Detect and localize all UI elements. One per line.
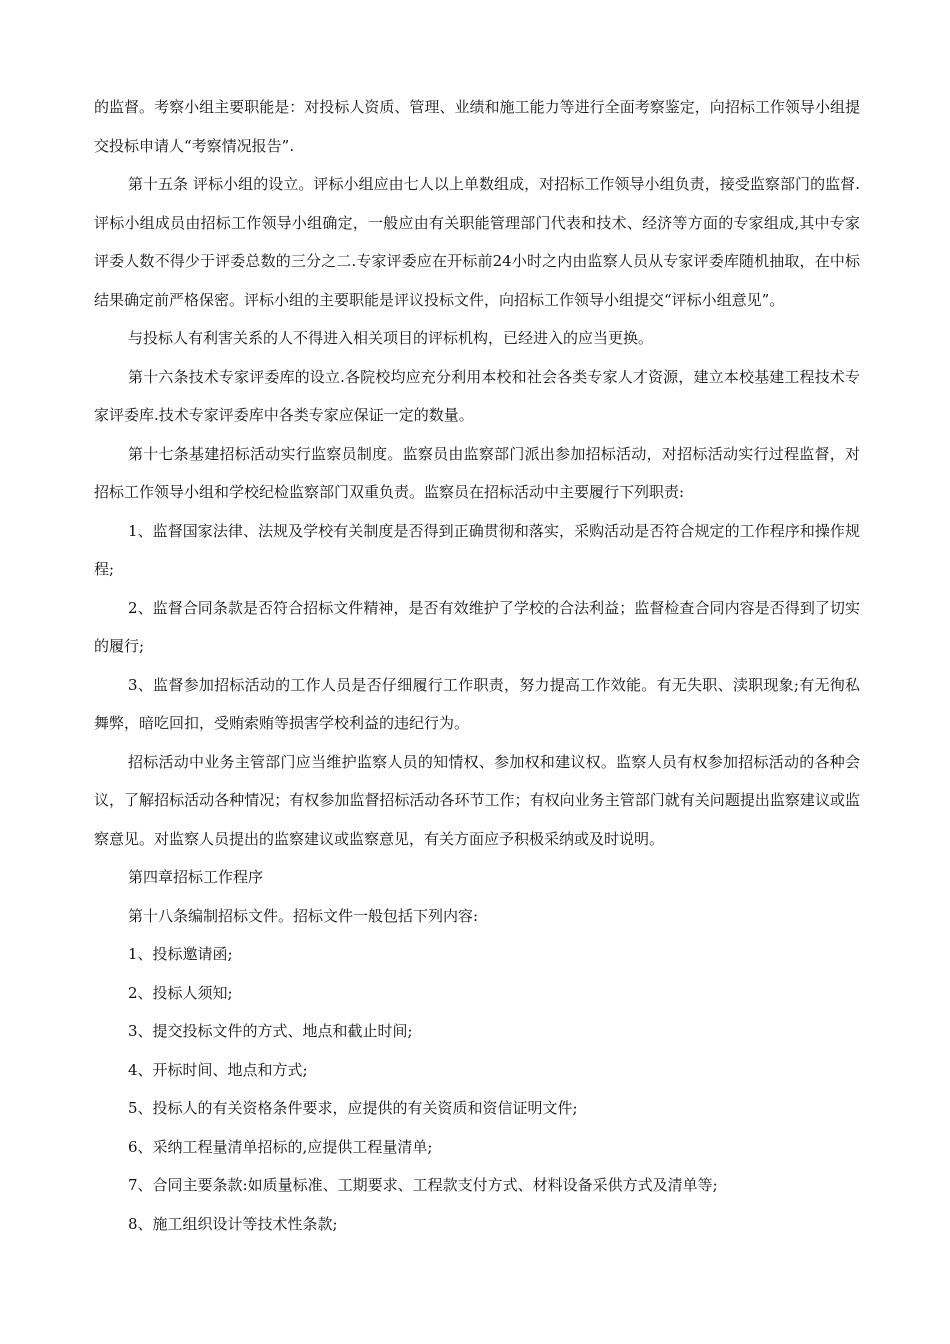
paragraph-article-16: 第十六条技术专家评委库的设立.各院校均应充分利用本校和社会各类专家人才资源，建立本校基建工程技术专家评委库.技术专家评委库中各类专家应保证一定的数量。 (94, 367, 860, 424)
document-body (94, 88, 860, 1243)
chapter-heading: 第四章招标工作程序 (128, 868, 264, 886)
paragraph-article-18: 第十八条编制招标文件。招标文件一般包括下列内容: (128, 906, 479, 925)
paragraph-article-17: 第十七条基建招标活动实行监察员制度。监察员由监察部门派出参加招标活动，对招标活动实行过程监督，对招标工作领导小组和学校纪检监察部门双重负责。监察员在招标活动中主要履行下列职责: (94, 444, 860, 501)
list-item: 5、投标人的有关资格条件要求，应提供的有关资质和资信证明文件; (128, 1099, 578, 1117)
paragraph: 的监督。考察小组主要职能是：对投标人资质、管理、业绩和施工能力等进行全面考察鉴定，向招标工作领导小组提交投标申请人“考察情况报告”. (94, 98, 860, 155)
list-item: 3、提交投标文件的方式、地点和截止时间; (128, 1022, 413, 1040)
paragraph: 与投标人有利害关系的人不得进入相关项目的评标机构，已经进入的应当更换。 (128, 329, 654, 347)
list-item: 1、投标邀请函; (128, 945, 233, 963)
paragraph: 招标活动中业务主管部门应当维护监察人员的知情权、参加权和建议权。监察人员有权参加招标活动的各种会议，了解招标活动各种情况；有权参加监督招标活动各环节工作；有权向业务主管部门就有关问题提出监察建议或监察意见。对监察人员提出的监察建议或监察意见，有关方面应予积极采纳或及时说明。 (94, 752, 860, 848)
list-item: 2、监督合同条款是否符合招标文件精神，是否有效维护了学校的合法利益；监督检查合同内容是否得到了切实的履行; (94, 598, 860, 655)
paragraph-article-15: 第十五条 评标小组的设立。评标小组应由七人以上单数组成，对招标工作领导小组负责，接受监察部门的监督.评标小组成员由招标工作领导小组确定，一般应由有关职能管理部门代表和技术、经济等方面的专家组成,其中专家评委人数不得少于评委总数的三分之二.专家评委应在开标前24小时之内由监察人员从专家评委库随机抽取，在中标结果确定前严格保密。评标小组的主要职能是评议投标文件，向招标工作领导小组提交“评标小组意见”。 (94, 175, 860, 309)
list-item: 7、合同主要条款:如质量标准、工期要求、工程款支付方式、材料设备采供方式及清单等; (128, 1176, 718, 1194)
list-item: 3、监督参加招标活动的工作人员是否仔细履行工作职责，努力提高工作效能。有无失职、渎职现象;有无徇私舞弊，暗吃回扣，受贿索贿等损害学校利益的违纪行为。 (94, 675, 860, 732)
list-item: 2、投标人须知; (128, 983, 233, 1002)
list-item: 4、开标时间、地点和方式; (128, 1060, 308, 1079)
list-item: 8、施工组织设计等技术性条款; (128, 1214, 338, 1233)
list-item: 6、采纳工程量清单招标的,应提供工程量清单; (128, 1137, 433, 1156)
list-item: 1、监督国家法律、法规及学校有关制度是否得到正确贯彻和落实，采购活动是否符合规定的工作程序和操作规程; (94, 521, 860, 578)
